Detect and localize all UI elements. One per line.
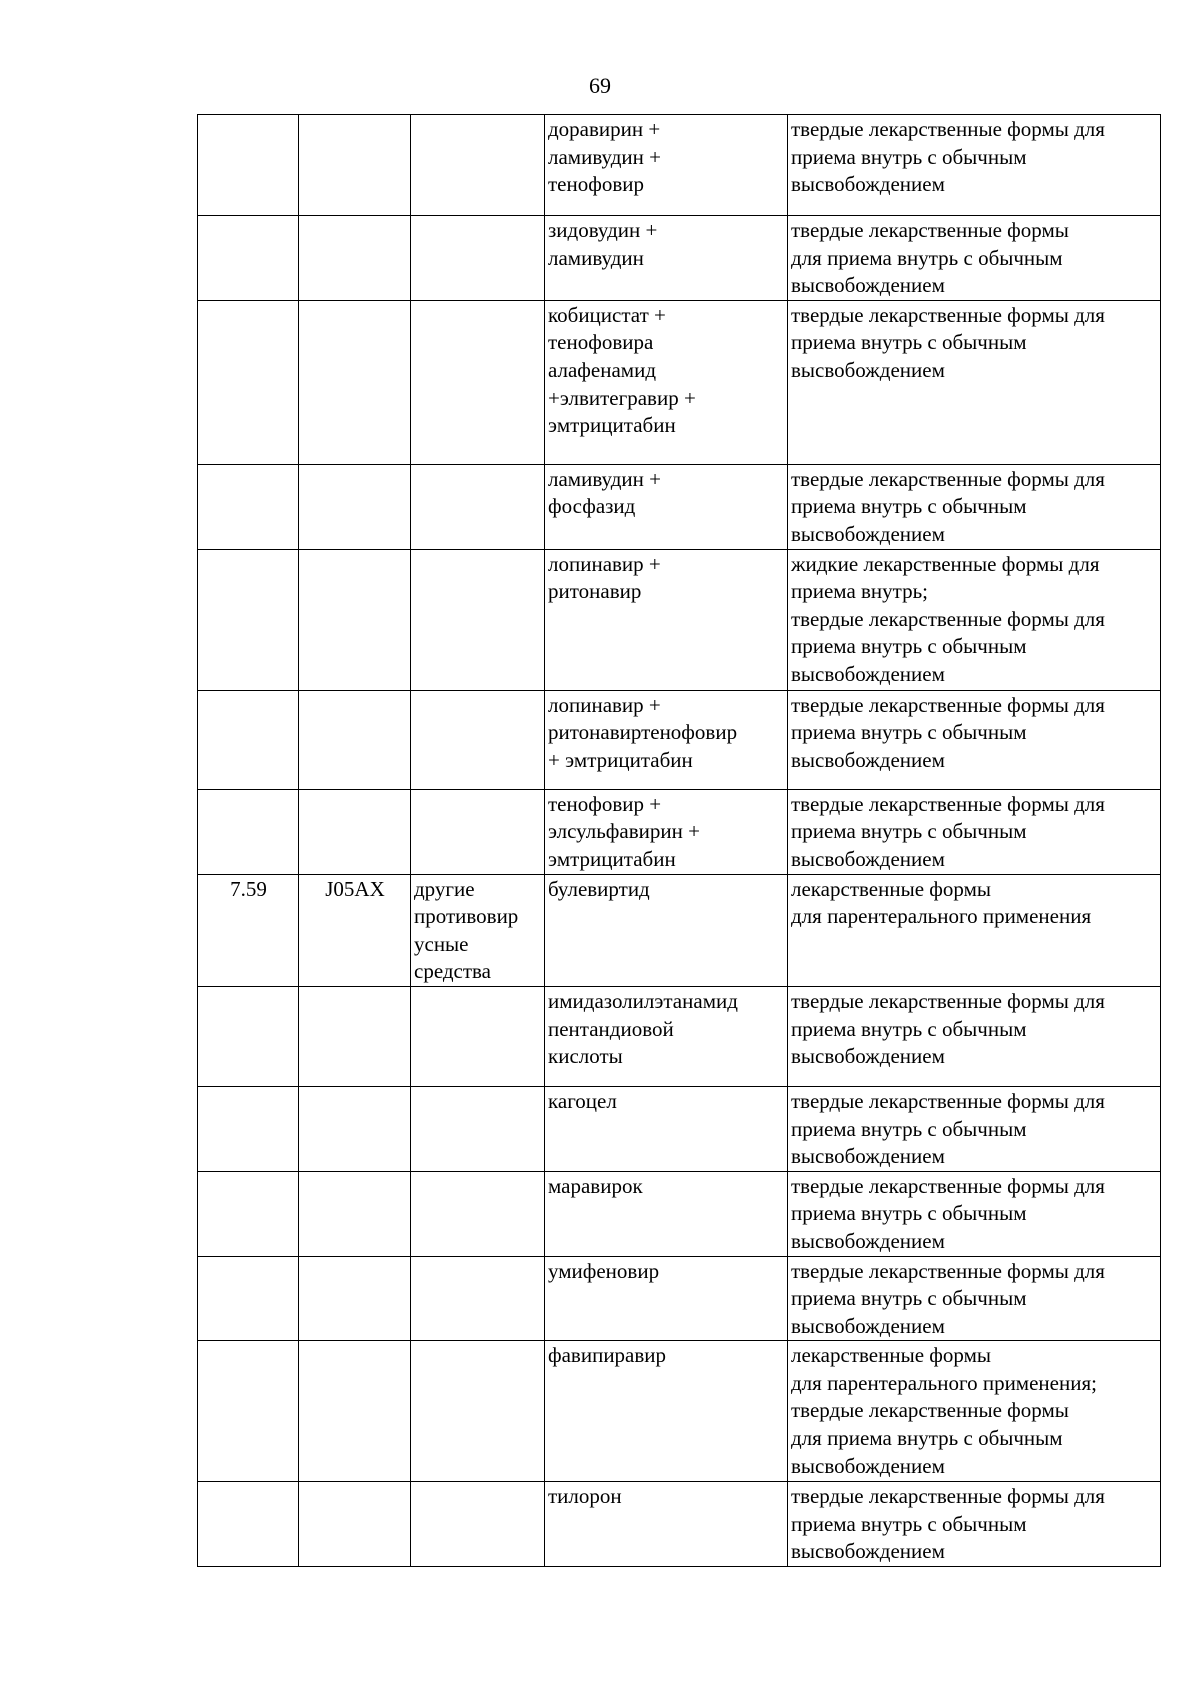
row-number-cell [198,549,299,690]
group-cell [411,1482,545,1567]
drug-name-cell: тенофовир + элсульфавирин + эмтрицитабин [545,789,788,874]
row-number-cell [198,300,299,464]
row-number-cell [198,1171,299,1256]
row-number-cell [198,1256,299,1341]
atc-code-cell [299,690,411,789]
table-row [198,1256,1161,1341]
group-cell: другие противовир усные средства [411,874,545,986]
row-number-cell [198,986,299,1086]
group-cell [411,690,545,789]
atc-code-cell [299,115,411,216]
table-row [198,986,1161,1086]
dosage-form-cell: жидкие лекарственные формы для приема внутрь; твердые лекарственные формы для приема внутрь с обычным высвобождением [788,549,1161,690]
drug-name-cell: ламивудин + фосфазид [545,464,788,549]
table-row [198,464,1161,549]
row-number-cell [198,115,299,216]
group-cell [411,1171,545,1256]
dosage-form-cell: твердые лекарственные формы для приема внутрь с обычным высвобождением [788,216,1161,301]
group-cell [411,216,545,301]
drug-name-cell: маравирок [545,1171,788,1256]
dosage-form-cell: твердые лекарственные формы для приема внутрь с обычным высвобождением [788,986,1161,1086]
table-row [198,549,1161,690]
group-cell [411,300,545,464]
table-row [198,690,1161,789]
table-row [198,1086,1161,1171]
dosage-form-cell: твердые лекарственные формы для приема внутрь с обычным высвобождением [788,464,1161,549]
group-cell [411,1256,545,1341]
dosage-form-cell: твердые лекарственные формы для приема внутрь с обычным высвобождением [788,1482,1161,1567]
drug-table [197,114,1161,1567]
dosage-form-cell: твердые лекарственные формы для приема внутрь с обычным высвобождением [788,1171,1161,1256]
atc-code-cell [299,216,411,301]
dosage-form-cell: твердые лекарственные формы для приема внутрь с обычным высвобождением [788,1086,1161,1171]
atc-code-cell [299,1256,411,1341]
row-number-cell: 7.59 [198,874,299,986]
table-row [198,300,1161,464]
atc-code-cell [299,1341,411,1482]
drug-name-cell: умифеновир [545,1256,788,1341]
group-cell [411,986,545,1086]
page-number: 69 [589,73,611,98]
table-row [198,874,1161,986]
dosage-form-cell: лекарственные формы для парентерального применения; твердые лекарственные формы для приема внутрь с обычным высвобождением [788,1341,1161,1482]
drug-name-cell: кагоцел [545,1086,788,1171]
drug-name-cell: доравирин + ламивудин + тенофовир [545,115,788,216]
drug-name-cell: фавипиравир [545,1341,788,1482]
row-number-cell [198,690,299,789]
group-cell [411,464,545,549]
drug-name-cell: тилорон [545,1482,788,1567]
dosage-form-cell: твердые лекарственные формы для приема внутрь с обычным высвобождением [788,115,1161,216]
atc-code-cell [299,789,411,874]
drug-name-cell: лопинавир + ритонавир [545,549,788,690]
dosage-form-cell: твердые лекарственные формы для приема внутрь с обычным высвобождением [788,300,1161,464]
row-number-cell [198,464,299,549]
table-row [198,216,1161,301]
dosage-form-cell: твердые лекарственные формы для приема внутрь с обычным высвобождением [788,789,1161,874]
group-cell [411,789,545,874]
group-cell [411,1086,545,1171]
atc-code-cell [299,1086,411,1171]
group-cell [411,115,545,216]
drug-name-cell: лопинавир + ритонавиртенофовир + эмтрицитабин [545,690,788,789]
drug-name-cell: кобицистат + тенофовира алафенамид +элвитегравир + эмтрицитабин [545,300,788,464]
table-row [198,1482,1161,1567]
atc-code-cell [299,1482,411,1567]
dosage-form-cell: твердые лекарственные формы для приема внутрь с обычным высвобождением [788,690,1161,789]
atc-code-cell [299,464,411,549]
atc-code-cell [299,1171,411,1256]
row-number-cell [198,789,299,874]
atc-code-cell: J05AX [299,874,411,986]
group-cell [411,549,545,690]
table-row [198,789,1161,874]
dosage-form-cell: твердые лекарственные формы для приема внутрь с обычным высвобождением [788,1256,1161,1341]
row-number-cell [198,216,299,301]
row-number-cell [198,1086,299,1171]
atc-code-cell [299,549,411,690]
atc-code-cell [299,300,411,464]
drug-name-cell: зидовудин + ламивудин [545,216,788,301]
group-cell [411,1341,545,1482]
row-number-cell [198,1341,299,1482]
atc-code-cell [299,986,411,1086]
drug-name-cell: булевиртид [545,874,788,986]
table-row [198,1341,1161,1482]
drug-name-cell: имидазолилэтанамид пентандиовой кислоты [545,986,788,1086]
row-number-cell [198,1482,299,1567]
table-row [198,1171,1161,1256]
table-row [198,115,1161,216]
dosage-form-cell: лекарственные формы для парентерального применения [788,874,1161,986]
